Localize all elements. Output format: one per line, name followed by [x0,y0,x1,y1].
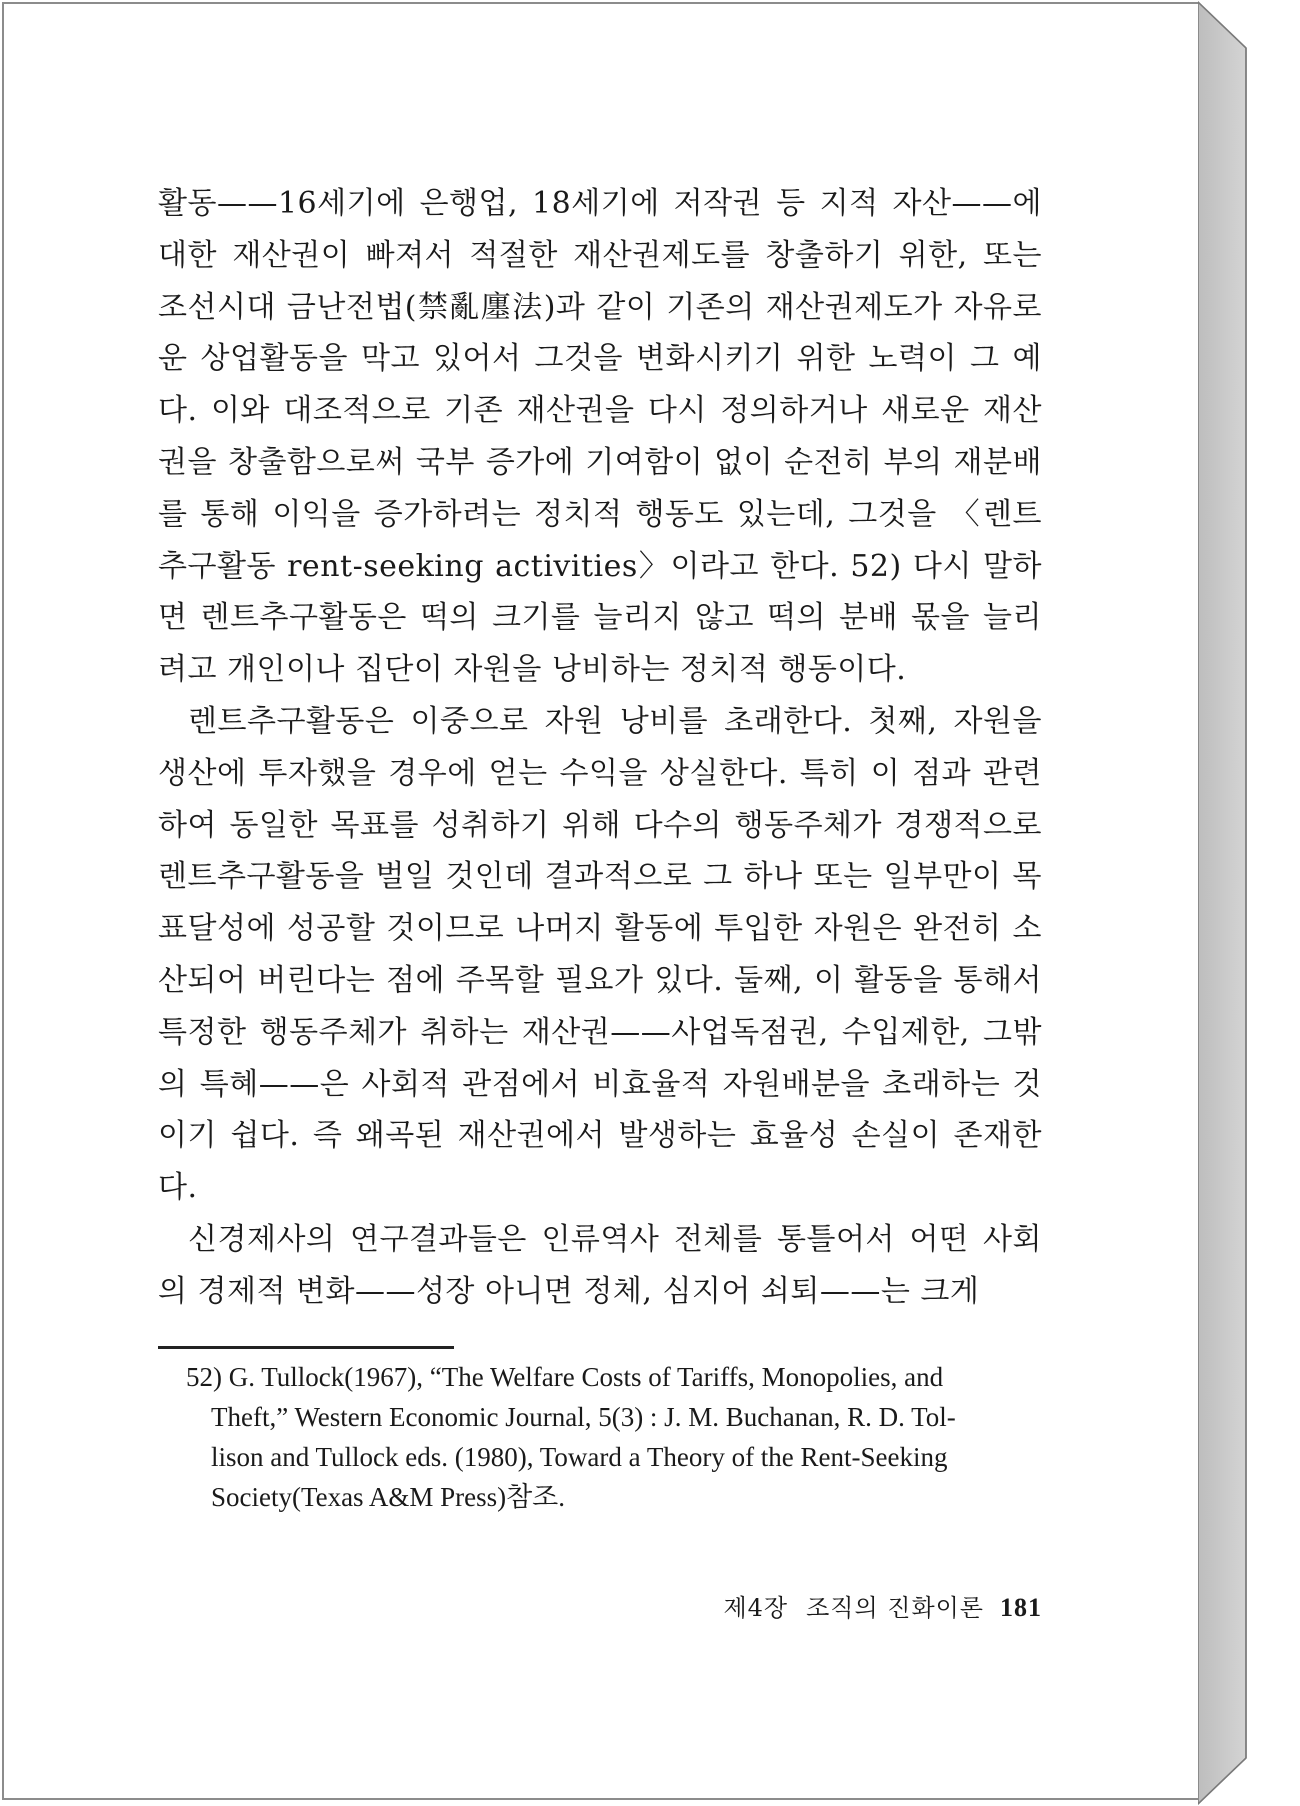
chapter-title: 조직의 진화이론 [806,1594,984,1622]
footnote-line-2: Theft,” Western Economic Journal, 5(3) : J. M. Buchanan, R. D. Tol- [211,1402,956,1432]
body-text [158,178,1042,1318]
footnote-52 [186,1357,1042,1517]
footnote-divider [158,1346,454,1349]
chapter-number: 제4장 [723,1594,789,1622]
footnote-line-1: G. Tullock(1967), “The Welfare Costs of Tariffs, Monopolies, and [228,1362,944,1392]
running-footer [670,1588,1042,1623]
paragraph-3: 신경제사의 연구결과들은 인류역사 전체를 통틀어서 어떤 사회의 경제적 변화——성장 아니면 정체, 심지어 쇠퇴——는 크게 [158,1221,1042,1309]
paragraph-1: 활동——16세기에 은행업, 18세기에 저작권 등 지적 자산——에 대한 재산권이 빠져서 적절한 재산권제도를 창출하기 위한, 또는 조선시대 금난전법(禁亂廛法)과 같이 기존의 재산권제도가 자유로운 상업활동을 막고 있어서 그것을 변화시키기 위한 노력이 그 예다. 이와 대조적으로 기존 재산권을 다시 정의하거나 새로운 재산권을 창출함으로써 국부 증가에 기여함이 없이 순전히 부의 재분배를 통해 이익을 증가하려는 정치적 행동도 있는데, 그것을 〈렌트추구활동 rent-seeking activities〉이라고 한다. 52) 다시 말하면 렌트추구활동은 떡의 크기를 늘리지 않고 떡의 분배 몫을 늘리려고 개인이나 집단이 자원을 낭비하는 정치적 행동이다. [158,186,1042,688]
paragraph-2: 렌트추구활동은 이중으로 자원 낭비를 초래한다. 첫째, 자원을 생산에 투자했을 경우에 얻는 수익을 상실한다. 특히 이 점과 관련하여 동일한 목표를 성취하기 위해 다수의 행동주체가 경쟁적으로 렌트추구활동을 벌일 것인데 결과적으로 그 하나 또는 일부만이 목표달성에 성공할 것이므로 나머지 활동에 투입한 자원은 완전히 소산되어 버린다는 점에 주목할 필요가 있다. 둘째, 이 활동을 통해서 특정한 행동주체가 취하는 재산권——사업독점권, 수입제한, 그밖의 특혜——은 사회적 관점에서 비효율적 자원배분을 초래하는 것이기 쉽다. 즉 왜곡된 재산권에서 발생하는 효율성 손실이 존재한다. [158,703,1042,1206]
footnote-line-3: lison and Tullock eds. (1980), Toward a Theory of the Rent-Seeking [211,1442,948,1472]
page-number: 181 [1000,1593,1042,1622]
book-edge-3d [1198,0,1298,1806]
footnote-number: 52) [186,1362,222,1392]
footnote-line-4: Society(Texas A&M Press)참조. [211,1482,565,1512]
